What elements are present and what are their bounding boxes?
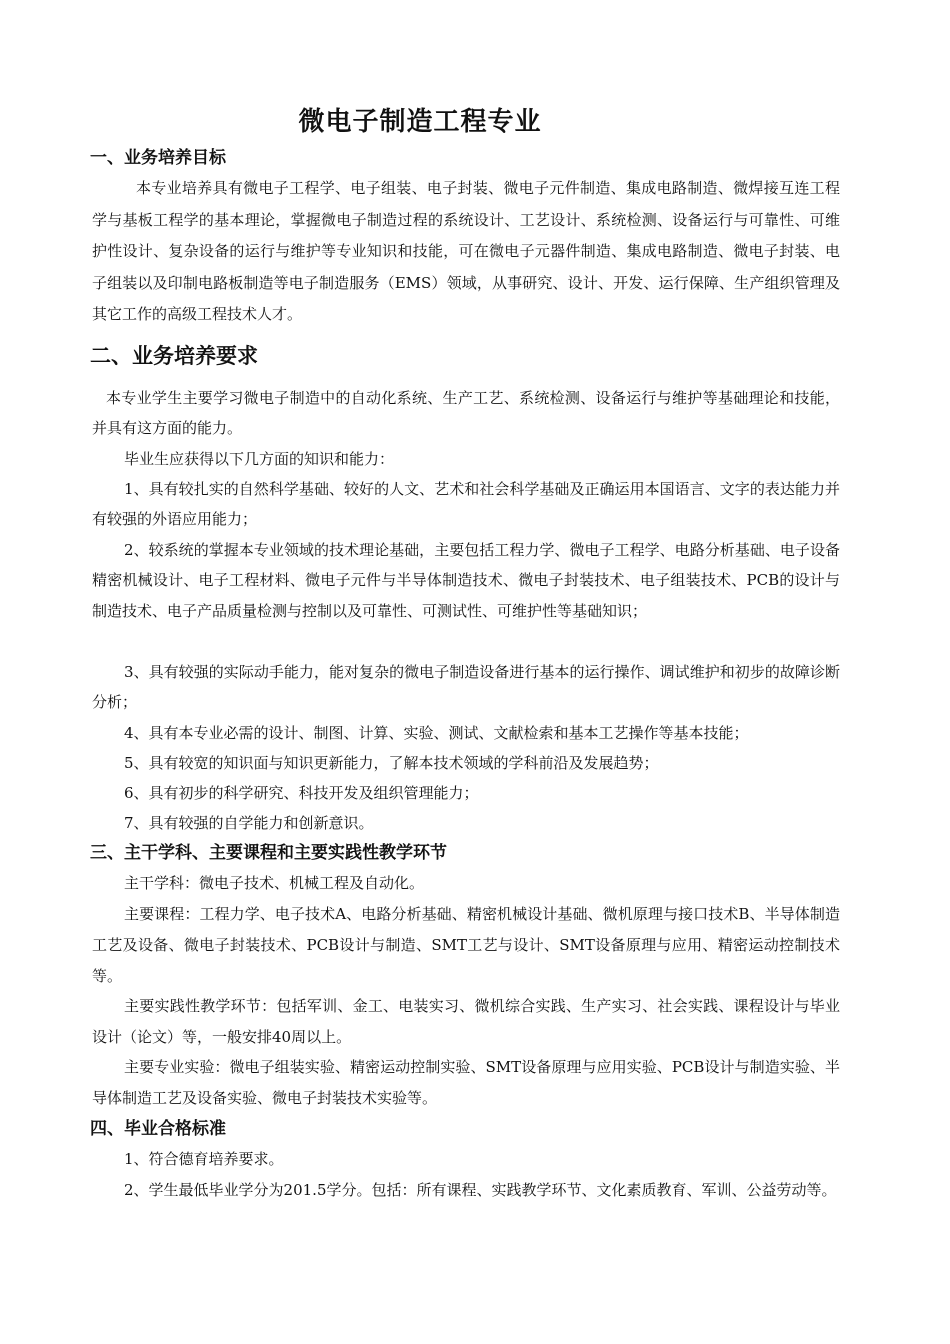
training-objective-paragraph: 本专业培养具有微电子工程学、电子组装、电子封装、微电子元件制造、集成电路制造、微焊接互连工程学与基板工程学的基本理论，掌握微电子制造过程的系统设计、工艺设计、系统检测、设备运行与可靠性、可维护性设计、复杂设备的运行与维护等专业知识和技能，可在微电子元器件制造、集成电路制造、微电子封装、电子组装以及印制电路板制造等电子制造服务（EMS）领域，从事研究、设计、开发、运行保障、生产组织管理及其它工作的高级工程技术人才。 bbox=[92, 179, 840, 323]
requirement-item-5: 5、具有较宽的知识面与知识更新能力，了解本技术领域的学科前沿及发展趋势； bbox=[124, 754, 659, 772]
section-heading-training-objective: 一、业务培养目标 bbox=[90, 148, 226, 168]
page-title: 微电子制造工程专业 bbox=[298, 107, 542, 137]
main-experiments-paragraph: 主要专业实验：微电子组装实验、精密运动控制实验、SMT设备原理与应用实验、PCB设计与制造实验、半导体制造工艺及设备实验、微电子封装技术实验等。 bbox=[92, 1058, 840, 1107]
requirement-item-7: 7、具有较强的自学能力和创新意识。 bbox=[124, 814, 374, 832]
main-disciplines-paragraph: 主干学科：微电子技术、机械工程及自动化。 bbox=[124, 874, 425, 892]
graduation-standard-item-1: 1、符合德育培养要求。 bbox=[124, 1150, 284, 1168]
requirement-item-2: 2、较系统的掌握本专业领域的技术理论基础，主要包括工程力学、微电子工程学、电路分析基础、电子设备精密机械设计、电子工程材料、微电子元件与半导体制造技术、微电子封装技术、电子组装技术、PCB的设计与制造技术、电子产品质量检测与控制以及可靠性、可测试性、可维护性等基础知识； bbox=[92, 541, 840, 620]
section-heading-training-requirements: 二、业务培养要求 bbox=[90, 344, 258, 368]
requirement-item-6: 6、具有初步的科学研究、科技开发及组织管理能力； bbox=[124, 784, 479, 802]
requirement-item-4: 4、具有本专业必需的设计、制图、计算、实验、测试、文献检索和基本工艺操作等基本技能； bbox=[124, 724, 749, 742]
main-courses-paragraph: 主要课程：工程力学、电子技术A、电路分析基础、精密机械设计基础、微机原理与接口技术B、半导体制造工艺及设备、微电子封装技术、PCB设计与制造、SMT工艺与设计、SMT设备原理与应用、精密运动控制技术等。 bbox=[92, 905, 840, 985]
requirements-intro-paragraph: 本专业学生主要学习微电子制造中的自动化系统、生产工艺、系统检测、设备运行与维护等基础理论和技能，并具有这方面的能力。 bbox=[92, 389, 840, 438]
requirement-item-1: 1、具有较扎实的自然科学基础、较好的人文、艺术和社会科学基础及正确运用本国语言、文字的表达能力并有较强的外语应用能力； bbox=[92, 480, 840, 529]
practice-teaching-paragraph: 主要实践性教学环节：包括军训、金工、电装实习、微机综合实践、生产实习、社会实践、课程设计与毕业设计（论文）等，一般安排40周以上。 bbox=[92, 997, 840, 1046]
graduation-standard-item-2: 2、学生最低毕业学分为201.5学分。包括：所有课程、实践教学环节、文化素质教育、军训、公益劳动等。 bbox=[124, 1181, 837, 1199]
section-heading-disciplines-courses: 三、主干学科、主要课程和主要实践性教学环节 bbox=[90, 843, 447, 863]
section-heading-graduation-standards: 四、毕业合格标准 bbox=[90, 1119, 226, 1139]
requirement-item-3: 3、具有较强的实际动手能力，能对复杂的微电子制造设备进行基本的运行操作、调试维护和初步的故障诊断分析； bbox=[92, 663, 840, 712]
requirements-lead-paragraph: 毕业生应获得以下几方面的知识和能力： bbox=[124, 450, 395, 468]
